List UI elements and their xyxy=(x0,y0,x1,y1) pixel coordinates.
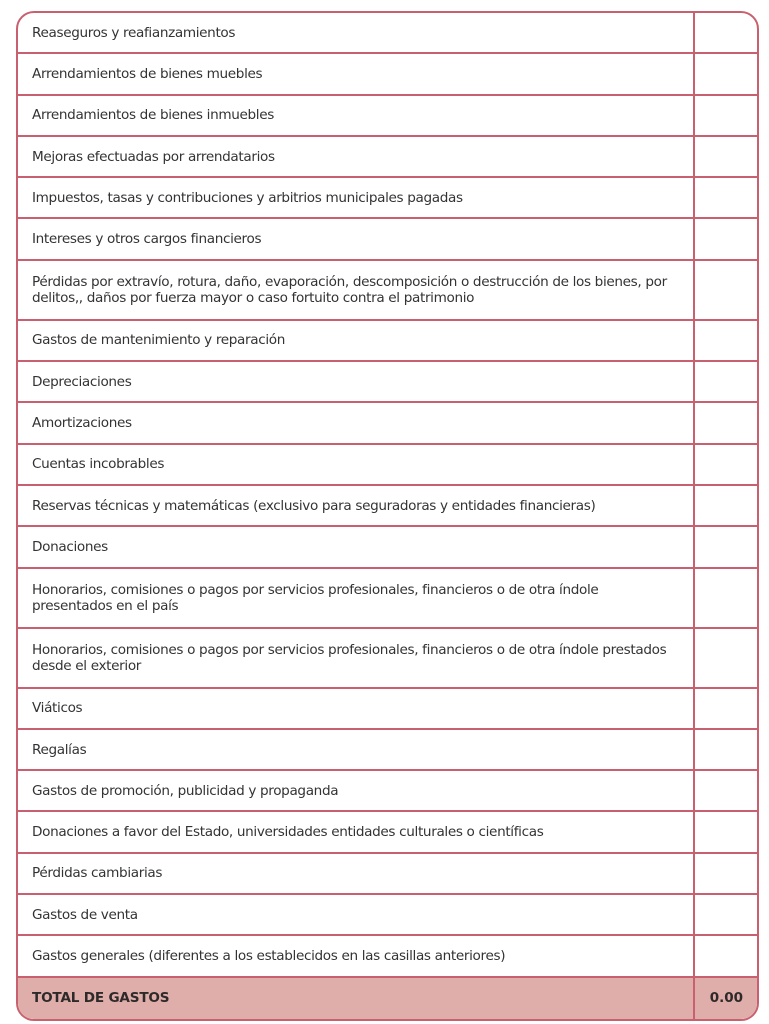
row-label: Amortizaciones xyxy=(18,403,695,442)
row-label: Reaseguros y reafianzamientos xyxy=(18,13,695,52)
table-row xyxy=(18,54,757,95)
total-row xyxy=(18,978,757,1019)
row-label: Honorarios, comisiones o pagos por servicios profesionales, financieros o de otra índole presentados en el país xyxy=(18,569,695,627)
table-row xyxy=(18,178,757,219)
table-row xyxy=(18,569,757,629)
table-row xyxy=(18,812,757,853)
row-label: Gastos generales (diferentes a los establecidos en las casillas anteriores) xyxy=(18,936,695,975)
table-row xyxy=(18,527,757,568)
row-label: Cuentas incobrables xyxy=(18,445,695,484)
row-value-cell[interactable] xyxy=(695,771,757,810)
row-value-cell[interactable] xyxy=(695,219,757,258)
table-row xyxy=(18,486,757,527)
table-row xyxy=(18,137,757,178)
row-value-cell[interactable] xyxy=(695,321,757,360)
row-label: Gastos de venta xyxy=(18,895,695,934)
table-row xyxy=(18,730,757,771)
row-label: Regalías xyxy=(18,730,695,769)
row-value-cell[interactable] xyxy=(695,895,757,934)
table-row xyxy=(18,261,757,321)
total-value: 0.00 xyxy=(709,990,743,1007)
row-value-cell[interactable] xyxy=(695,854,757,893)
row-label: Arrendamientos de bienes muebles xyxy=(18,54,695,93)
row-label: Reservas técnicas y matemáticas (exclusivo para seguradoras y entidades financieras) xyxy=(18,486,695,525)
row-label: Gastos de promoción, publicidad y propaganda xyxy=(18,771,695,810)
table-row xyxy=(18,219,757,260)
table-row xyxy=(18,321,757,362)
row-value-cell[interactable] xyxy=(695,445,757,484)
total-label: TOTAL DE GASTOS xyxy=(18,978,695,1019)
row-label: Viáticos xyxy=(18,689,695,728)
table-row xyxy=(18,362,757,403)
row-value-cell[interactable] xyxy=(695,936,757,975)
table-row xyxy=(18,13,757,54)
row-value-cell[interactable] xyxy=(695,689,757,728)
table-row xyxy=(18,689,757,730)
table-row xyxy=(18,445,757,486)
row-value-cell[interactable] xyxy=(695,403,757,442)
row-value-cell[interactable] xyxy=(695,569,757,627)
table-row xyxy=(18,895,757,936)
row-label: Depreciaciones xyxy=(18,362,695,401)
row-value-cell[interactable] xyxy=(695,13,757,52)
row-value-cell[interactable] xyxy=(695,261,757,319)
row-label: Intereses y otros cargos financieros xyxy=(18,219,695,258)
row-value-cell[interactable] xyxy=(695,486,757,525)
row-value-cell[interactable] xyxy=(695,730,757,769)
row-label: Mejoras efectuadas por arrendatarios xyxy=(18,137,695,176)
row-label: Impuestos, tasas y contribuciones y arbitrios municipales pagadas xyxy=(18,178,695,217)
table-row xyxy=(18,96,757,137)
row-label: Donaciones xyxy=(18,527,695,566)
row-label: Donaciones a favor del Estado, universidades entidades culturales o científicas xyxy=(18,812,695,851)
row-label: Honorarios, comisiones o pagos por servicios profesionales, financieros o de otra índole prestados desde el exterior xyxy=(18,629,695,687)
expenses-table xyxy=(16,11,759,1021)
row-value-cell[interactable] xyxy=(695,96,757,135)
row-label: Pérdidas cambiarias xyxy=(18,854,695,893)
row-value-cell[interactable] xyxy=(695,178,757,217)
table-row xyxy=(18,771,757,812)
row-value-cell[interactable] xyxy=(695,629,757,687)
row-value-cell[interactable] xyxy=(695,362,757,401)
table-row xyxy=(18,854,757,895)
row-value-cell[interactable] xyxy=(695,54,757,93)
row-value-cell[interactable] xyxy=(695,527,757,566)
table-row xyxy=(18,936,757,977)
table-row xyxy=(18,629,757,689)
row-label: Pérdidas por extravío, rotura, daño, evaporación, descomposición o destrucción de los bienes, por delitos,, daños por fuerza mayor o caso fortuito contra el patrimonio xyxy=(18,261,695,319)
row-label: Gastos de mantenimiento y reparación xyxy=(18,321,695,360)
row-label: Arrendamientos de bienes inmuebles xyxy=(18,96,695,135)
table-row xyxy=(18,403,757,444)
row-value-cell[interactable] xyxy=(695,137,757,176)
row-value-cell[interactable] xyxy=(695,812,757,851)
